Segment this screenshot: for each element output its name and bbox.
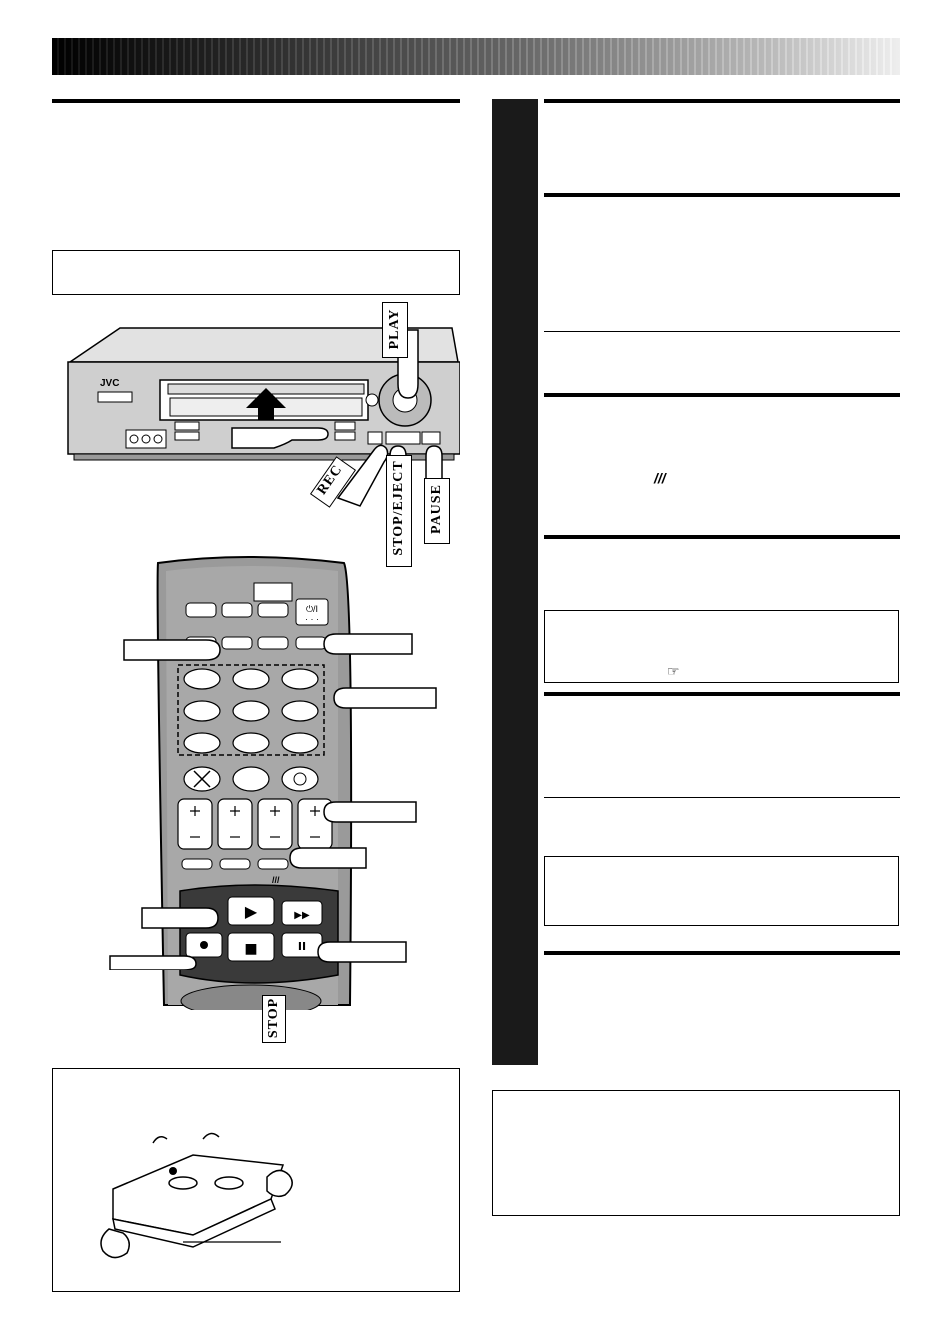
play-label xyxy=(382,302,408,358)
cassette-note-box xyxy=(52,1068,460,1292)
stop-label xyxy=(262,995,286,1043)
stop-label-text: STOP xyxy=(266,997,281,1039)
header-stripes xyxy=(52,38,900,75)
step-3-rule xyxy=(544,393,900,397)
cassette-illustration xyxy=(53,1069,459,1291)
slash-icon: /// xyxy=(654,470,666,486)
step-side-bar xyxy=(492,99,538,1065)
power-dots: · · · xyxy=(305,614,319,624)
remote-pointing-hands xyxy=(106,630,446,970)
power-symbol: ⏻/I xyxy=(305,604,319,614)
step-1-rule xyxy=(544,99,900,103)
remote-pause-symbol: II xyxy=(297,940,307,953)
pointer-icon: ☞ xyxy=(667,663,680,679)
stop-eject-label xyxy=(386,455,412,567)
remote-play-symbol: ▶ xyxy=(244,902,258,921)
pause-label-text: PAUSE xyxy=(429,484,444,534)
remote-slash-symbol: /// xyxy=(272,875,280,885)
play-label-text: PLAY xyxy=(387,308,402,350)
pause-label xyxy=(424,478,450,544)
right-bottom-note-box xyxy=(492,1090,900,1216)
remote-stop-symbol: ■ xyxy=(244,941,258,957)
step-2-sub-rule xyxy=(544,331,900,332)
step-5-sub-rule xyxy=(544,797,900,798)
step-4-rule xyxy=(544,535,900,539)
step-5-note-box xyxy=(544,856,899,926)
step-2-rule xyxy=(544,193,900,197)
remote-ff-symbol: ▶▶ xyxy=(294,910,310,921)
rec-label-text: REC xyxy=(314,462,346,498)
step-4-note-box xyxy=(544,610,899,683)
left-title-rule xyxy=(52,99,460,103)
vcr-brand-logo: JVC xyxy=(100,378,120,389)
left-note-box xyxy=(52,250,460,295)
stop-eject-label-text: STOP/EJECT xyxy=(391,460,406,556)
step-6-rule xyxy=(544,951,900,955)
step-5-rule xyxy=(544,692,900,696)
header-bar xyxy=(52,38,900,75)
